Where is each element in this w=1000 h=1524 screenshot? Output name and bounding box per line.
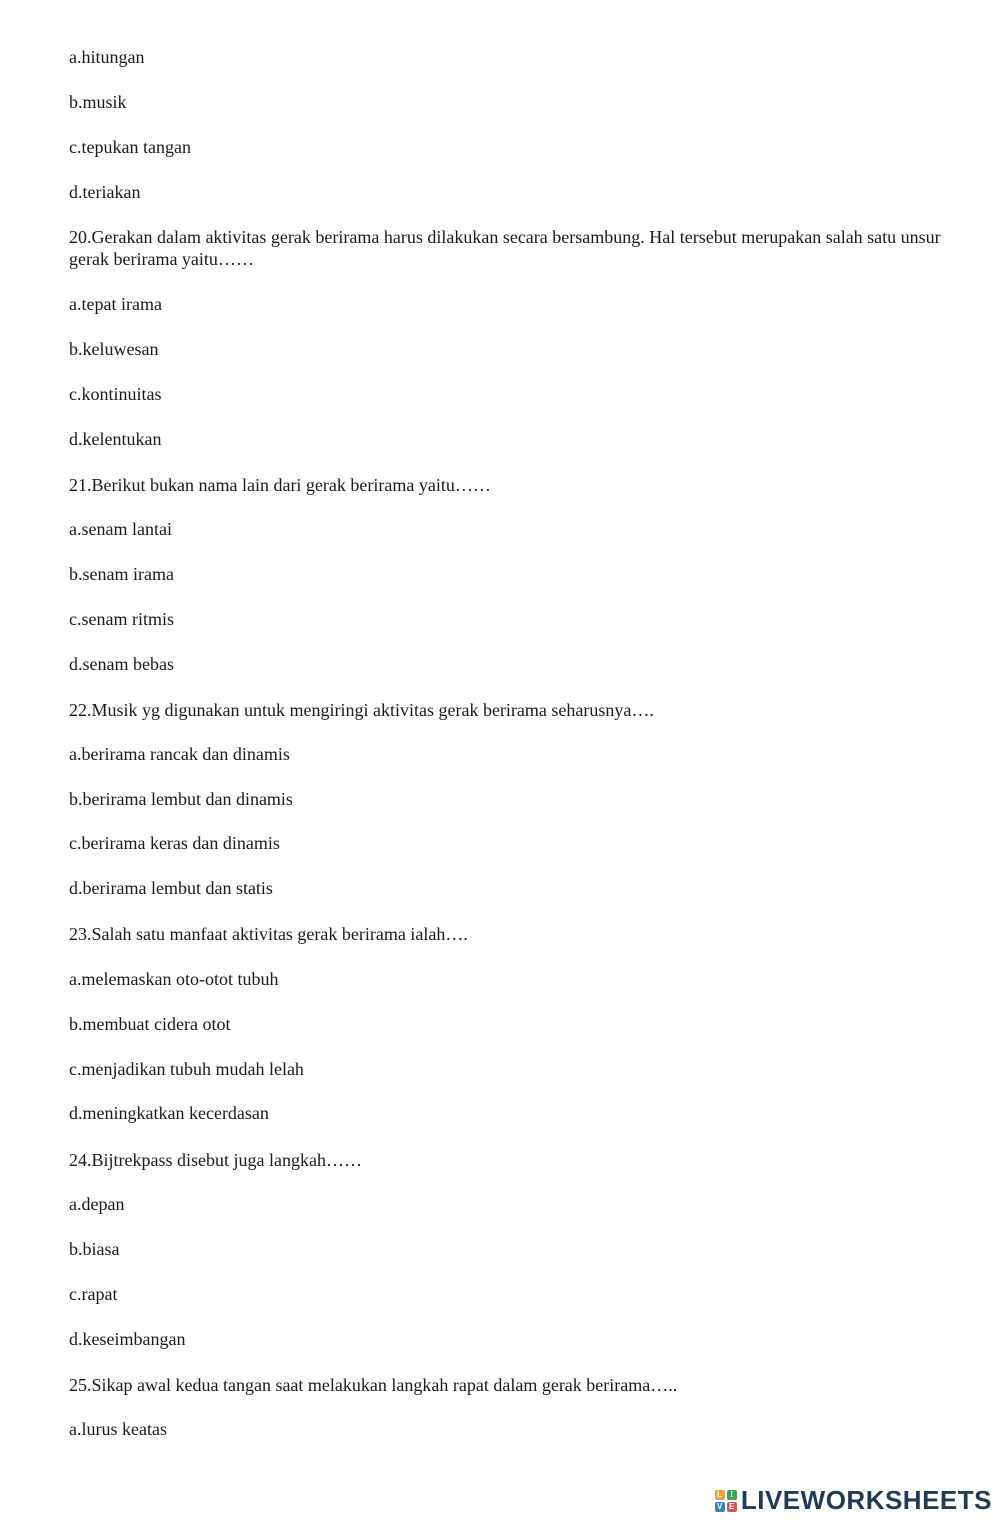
brand-name: LIVEWORKSHEETS [740, 1485, 992, 1515]
question-line: 25.Sikap awal kedua tangan saat melakukan langkah rapat dalam gerak berirama….. [69, 1375, 678, 1395]
option-line: a.tepat irama [69, 294, 162, 314]
question-line: 24.Bijtrekpass disebut juga langkah…… [69, 1150, 362, 1170]
option-line: a.lurus keatas [69, 1419, 167, 1439]
option-line: c.menjadikan tubuh mudah lelah [69, 1059, 304, 1079]
option-line: c.kontinuitas [69, 384, 162, 404]
option-line: a.melemaskan oto-otot tubuh [69, 969, 279, 989]
option-line: c.berirama keras dan dinamis [69, 833, 280, 853]
option-line: d.keseimbangan [69, 1329, 186, 1349]
logo-letter: V [715, 1502, 725, 1512]
option-line: d.berirama lembut dan statis [69, 878, 273, 898]
option-line: d.meningkatkan kecerdasan [69, 1103, 269, 1123]
question-line: 22.Musik yg digunakan untuk mengiringi aktivitas gerak berirama seharusnya…. [69, 700, 654, 720]
question-line: 23.Salah satu manfaat aktivitas gerak berirama ialah…. [69, 924, 468, 944]
option-line: b.senam irama [69, 564, 174, 584]
option-line: c.senam ritmis [69, 609, 174, 629]
question-line: 21.Berikut bukan nama lain dari gerak berirama yaitu…… [69, 475, 491, 495]
option-line: a.senam lantai [69, 519, 172, 539]
logo-letter: L [715, 1490, 725, 1500]
option-line: d.kelentukan [69, 429, 162, 449]
option-line: d.teriakan [69, 182, 141, 202]
logo-letter: I [727, 1490, 737, 1500]
option-line: b.musik [69, 92, 127, 112]
option-line: c.rapat [69, 1284, 118, 1304]
option-line: a.berirama rancak dan dinamis [69, 744, 290, 764]
option-line: b.biasa [69, 1239, 120, 1259]
option-line: b.keluwesan [69, 339, 159, 359]
option-line: a.hitungan [69, 47, 145, 67]
option-line: c.tepukan tangan [69, 137, 191, 157]
question-line: 20.Gerakan dalam aktivitas gerak berirama harus dilakukan secara bersambung. Hal tersebut merupakan salah satu unsur gerak berirama yaitu…… [69, 227, 941, 269]
option-line: b.membuat cidera otot [69, 1014, 231, 1034]
option-line: b.berirama lembut dan dinamis [69, 789, 293, 809]
logo-mark-icon [715, 1490, 737, 1512]
option-line: a.depan [69, 1194, 125, 1214]
option-line: d.senam bebas [69, 654, 174, 674]
liveworksheets-logo[interactable] [715, 1485, 992, 1516]
logo-letter: E [727, 1502, 737, 1512]
